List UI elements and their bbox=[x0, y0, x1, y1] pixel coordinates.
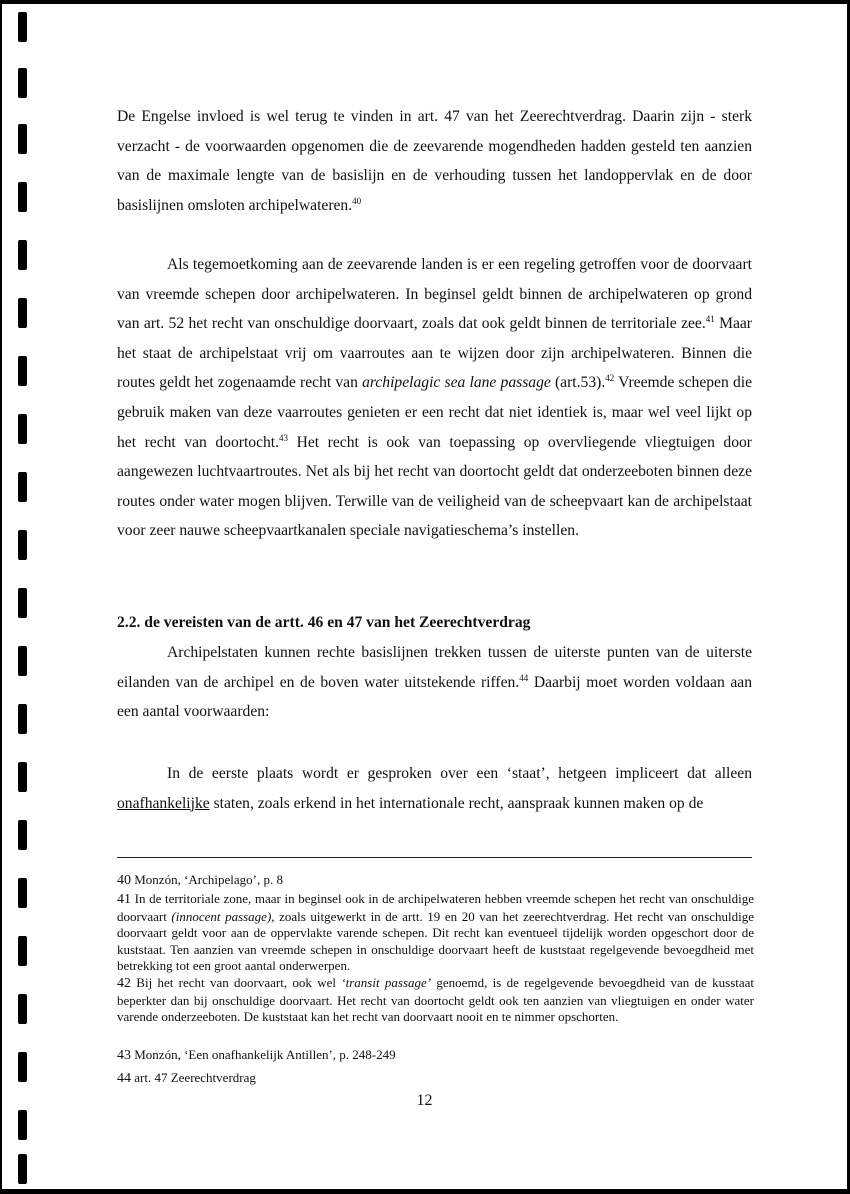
binder-hole bbox=[18, 1110, 27, 1140]
footnote-italic: ‘transit passage’ bbox=[341, 975, 432, 990]
footnote-41 bbox=[117, 891, 754, 975]
paragraph-baselines bbox=[117, 638, 752, 727]
footnote-44 bbox=[117, 1070, 754, 1088]
footnote-text: Monzón, ‘Archipelago’, p. 8 bbox=[131, 872, 283, 887]
binder-hole bbox=[18, 704, 27, 734]
binder-hole bbox=[18, 472, 27, 502]
footnote-42 bbox=[117, 975, 754, 1026]
binder-hole bbox=[18, 298, 27, 328]
footnote-ref-40: 40 bbox=[352, 195, 362, 206]
binder-hole bbox=[18, 356, 27, 386]
footnote-text: art. 47 Zeerechtverdrag bbox=[131, 1070, 256, 1085]
footnote-number: 43 bbox=[117, 1048, 131, 1063]
footnote-number: 41 bbox=[117, 892, 131, 907]
footnote-text: zoals uitgewerkt in de artt. 19 en 20 van het zeerechtverdrag. Het recht van onschuldige doorvaart geldt voor aan de oppervlakte varende schepen. Dit recht kan eventueel tijdelijk worden opgeschort door de kuststaat. Ten aanzien van vreemde schepen in onschuldige doorvaart heeft de kuststaat regelgevende bevoegdheid met betrekking tot een groot aantal onderwerpen. bbox=[117, 908, 754, 973]
paragraph-text: Daarbij moet worden voldaan aan een aantal voorwaarden: bbox=[117, 673, 753, 721]
footnote-40 bbox=[117, 872, 754, 890]
binder-hole bbox=[18, 878, 27, 908]
footnote-text: Bij het recht van doorvaart, ook wel bbox=[131, 975, 342, 990]
binder-hole bbox=[18, 762, 27, 792]
footnote-ref-44: 44 bbox=[519, 672, 529, 683]
binder-hole bbox=[18, 820, 27, 850]
binder-hole bbox=[18, 1052, 27, 1082]
paragraph-passage-regime bbox=[117, 250, 752, 546]
binder-hole bbox=[18, 12, 27, 42]
page-number: 12 bbox=[416, 1092, 433, 1109]
paragraph-text: Archipelstaten kunnen rechte basislijnen trekken tussen de uiterste punten van de uiterste eilanden van de archipel en de boven water uitstekende riffen. bbox=[117, 644, 752, 691]
binder-hole bbox=[18, 414, 27, 444]
binder-hole bbox=[18, 646, 27, 676]
paragraph-text: De Engelse invloed is wel terug te vinden in art. 47 van het Zeerechtverdrag. Daarin zijn - sterk verzacht - de voorwaarden opgenomen die de zeevarende mogendheden hadden gesteld ten aanzien van de maximale lengte van de basislijn en de verhouding tussen het landoppervlak en de door basislijnen omsloten archipelwateren. bbox=[117, 108, 752, 214]
footnote-text: In de territoriale zone, maar in beginsel ook in de archipelwateren hebben vreemde schepen het recht van onschuldige doorvaart bbox=[117, 891, 754, 924]
paragraph-english-influence bbox=[117, 102, 752, 220]
paragraph-text: (art.53). bbox=[550, 374, 606, 392]
footnote-ref-42: 42 bbox=[605, 373, 615, 384]
footnote-italic: (innocent passage), bbox=[171, 908, 275, 924]
paragraph-text: staten, zoals erkend in het internationale recht, aanspraak kunnen maken op de bbox=[209, 794, 704, 812]
footnote-ref-43: 43 bbox=[279, 432, 289, 443]
footnote-43 bbox=[117, 1047, 754, 1065]
footnote-number: 44 bbox=[117, 1071, 131, 1086]
binder-hole bbox=[18, 588, 27, 618]
binder-hole bbox=[18, 240, 27, 270]
paragraph-text: Als tegemoetkoming aan de zeevarende landen is er een regeling getroffen voor de doorvaart van vreemde schepen door archipelwateren. In beginsel geldt binnen de archipelwateren op grond van art. 52 het recht van onschuldige doorvaart, zoals dat ook geldt binnen de territoriale zee. bbox=[117, 256, 752, 333]
binder-hole bbox=[18, 1154, 27, 1184]
paragraph-text: In de eerste plaats wordt er gesproken over een ‘staat’, hetgeen impliceert dat alleen bbox=[167, 765, 752, 782]
footnote-ref-41: 41 bbox=[705, 314, 715, 325]
document-page bbox=[2, 4, 847, 1189]
paragraph-text: Het recht is ook van toepassing op overvliegende vliegtuigen door aangewezen luchtvaartroutes. Net als bij het recht van doortocht geldt dat onderzeeboten binnen deze routes onder water mogen blijven. Terwille van de veiligheid van de scheepvaart kan de archipelstaat voor zeer nauwe scheepvaartkanalen speciale navigatieschema’s instellen. bbox=[117, 433, 752, 540]
binder-hole bbox=[18, 124, 27, 154]
binder-hole bbox=[18, 68, 27, 98]
section-heading: 2.2. de vereisten van de artt. 46 en 47 van het Zeerechtverdrag bbox=[117, 614, 531, 631]
binder-hole bbox=[18, 182, 27, 212]
footnote-number: 40 bbox=[117, 873, 131, 888]
binder-hole bbox=[18, 994, 27, 1024]
binder-hole bbox=[18, 936, 27, 966]
italic-term: archipelagic sea lane passage bbox=[362, 374, 551, 392]
footnote-divider bbox=[117, 857, 752, 858]
paragraph-text: Vreemde schepen die gebruik maken van deze vaarroutes genieten er een recht dat niet identiek is, maar wel veel lijkt op het recht van doortocht. bbox=[117, 374, 752, 451]
footnote-text: genoemd, is de regelgevende bevoegdheid van de kusstaat beperkter dan bij onschuldige doorvaart. Het recht van doortocht geldt ook ten aanzien van vliegtuigen en onder water varende onderzeeboten. De kuststaat kan het recht van doorvaart nooit en te nimmer opschorten. bbox=[117, 975, 755, 1024]
paragraph-text: Maar het staat de archipelstaat vrij om vaarroutes aan te wijzen door zijn archipelwateren. Binnen die routes geldt het zogenaamde recht van bbox=[117, 315, 752, 392]
binder-hole bbox=[18, 530, 27, 560]
paragraph-state bbox=[117, 759, 752, 818]
footnote-number: 42 bbox=[117, 976, 131, 991]
underlined-term: onafhankelijke bbox=[117, 794, 210, 812]
footnote-text: Monzón, ‘Een onafhankelijk Antillen’, p. 248-249 bbox=[131, 1047, 396, 1062]
